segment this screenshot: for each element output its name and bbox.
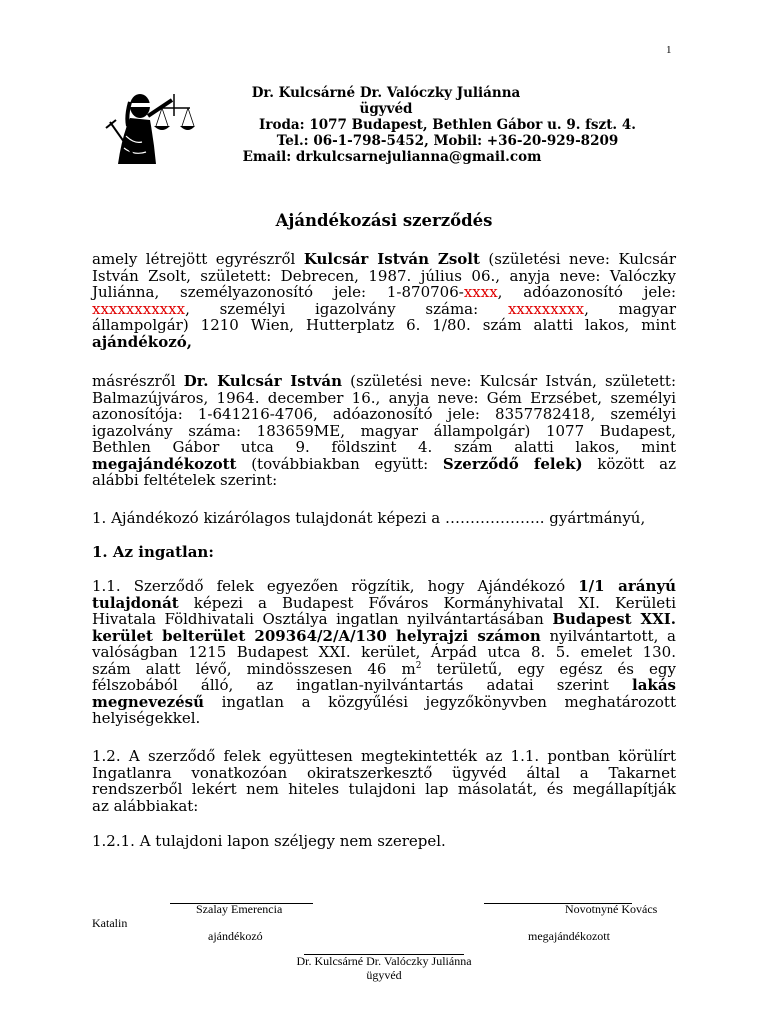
party2-paragraph <box>92 373 676 489</box>
p11-text: ingatlan a közgyűlési jegyzőkönyvben meghatározott <box>204 692 676 711</box>
p11-text: félszobából álló, az ingatlan-nyilvántartás adatai szerint <box>92 676 633 694</box>
p11-designation: megnevezésű <box>92 692 205 711</box>
party1-text: , személyi igazolvány száma: <box>185 299 508 318</box>
party1-text: (születési neve: Kulcsár <box>479 250 676 268</box>
p11-district: Budapest XXI. <box>552 610 676 628</box>
party1-line5: állampolgár) 1210 Wien, Hutterplatz 6. 1/80. szám alatti lakos, mint <box>92 316 676 334</box>
party2-text: között az <box>582 454 676 473</box>
p11-text: Hivatala Földhivatali Osztálya ingatlan nyilvántartásában <box>92 610 553 628</box>
lawyer-signature-name: Dr. Kulcsárné Dr. Valóczky Juliánna <box>296 954 472 968</box>
party1-id: Juliánna, személyazonosító jele: 1-870706- <box>92 283 464 301</box>
party2-line7: alábbi feltételek szerint: <box>92 471 278 489</box>
paragraph-1-2 <box>92 748 676 814</box>
party1-role: ajándékozó, <box>92 332 192 351</box>
p11-text: képezi a Budapest Főváros Kormányhivatal XI. Kerületi <box>178 593 676 612</box>
p11-line9: helyiségekkel. <box>92 709 201 727</box>
right-signatory-name-cont: Katalin <box>92 916 128 930</box>
p11-parcel-number: kerület belterület 209364/2/A/130 helyrajzi számon <box>92 626 541 645</box>
p11-superscript: 2 <box>415 660 422 671</box>
p11-share: 1/1 arányú <box>578 577 676 595</box>
party1-name: Kulcsár István Zsolt <box>303 250 480 268</box>
party1-intro: amely létrejött egyrészről <box>92 250 304 268</box>
right-signatory-name: Novotnyné Kovács <box>565 902 658 916</box>
party2-role: megajándékozott <box>92 454 237 473</box>
left-signatory-role: ajándékozó <box>208 929 263 943</box>
party1-paragraph <box>92 251 676 350</box>
party2-line4: igazolvány száma: 183659ME, magyar állampolgár) 1077 Budapest, <box>92 421 676 440</box>
email-address: Email: drkulcsarnejulianna@gmail.com <box>242 149 542 165</box>
phone-numbers: Tel.: 06-1-798-5452, Mobil: +36-20-929-8209 <box>276 133 619 149</box>
lawyer-name: Dr. Kulcsárné Dr. Valóczky Juliánna <box>251 85 521 101</box>
justitia-logo <box>104 86 196 166</box>
page-number: 1 <box>666 44 672 56</box>
lawyer-signature-role: ügyvéd <box>366 968 402 982</box>
party1-id-redacted: xxxx <box>463 283 498 301</box>
p11-text: szám alatt lévő, mindösszesen 46 m <box>92 659 416 678</box>
document-title: Ajándékozási szerződés <box>275 211 493 230</box>
p11-address: valóságban 1215 Budapest XXI. kerület, Árpád utca 8. 5. emelet 130. <box>92 643 676 661</box>
left-signatory-name: Szalay Emerencia <box>196 902 283 916</box>
party1-text: , magyar <box>584 299 676 318</box>
paragraph-1-1 <box>92 578 676 727</box>
office-address: Iroda: 1077 Budapest, Bethlen Gábor u. 9. fszt. 4. <box>259 117 636 133</box>
party1-tax-redacted: xxxxxxxxxxx <box>92 299 186 318</box>
party1-idcard-redacted: xxxxxxxxx <box>507 299 585 318</box>
lawyer-role: ügyvéd <box>359 101 413 117</box>
right-signatory-role: megajándékozott <box>528 929 610 943</box>
section-1-heading: 1. Az ingatlan: <box>92 543 214 561</box>
p11-text: területű, egy egész és egy <box>421 659 676 678</box>
party2-intro: másrészről <box>92 372 184 390</box>
party2-name: Dr. Kulcsár István <box>183 372 342 390</box>
p12-line2: Ingatlanra vonatkozóan okiratszerkesztő ügyvéd által a Takarnet <box>92 763 676 782</box>
contracting-parties: Szerződő felek) <box>442 454 583 473</box>
p11-ownership: tulajdonát <box>92 593 179 612</box>
p11-text: 1.1. Szerződő felek egyezően rögzítik, hogy Ajándékozó <box>92 577 579 595</box>
party1-text: , adóazonosító jele: <box>497 283 676 301</box>
party2-line5: Bethlen Gábor utca 9. földszint 4. szám alatti lakos, mint <box>92 438 676 456</box>
item-1: 1. Ajándékozó kizárólagos tulajdonát képezi a ……………….. gyártmányú, <box>92 509 646 527</box>
party1-line2: István Zsolt, született: Debrecen, 1987. július 06., anyja neve: Valóczky <box>92 266 676 285</box>
party2-text: (születési neve: Kulcsár István, született: <box>341 372 677 390</box>
p11-text: nyilvántartott, a <box>540 626 676 645</box>
party2-text: (továbbiakban együtt: <box>236 454 443 473</box>
paragraph-1-2-1: 1.2.1. A tulajdoni lapon széljegy nem szerepel. <box>92 832 446 850</box>
p12-line3: rendszerből lekért nem hiteles tulajdoni lap másolatát, és megállapítják <box>92 780 676 798</box>
p12-line1: 1.2. A szerződő felek együttesen megtekintették az 1.1. pontban körülírt <box>92 747 676 765</box>
party2-line2: Balmazújváros, 1964. december 16., anyja neve: Gém Erzsébet, személyi <box>92 388 676 407</box>
p12-line4: az alábbiakat: <box>92 796 199 815</box>
party2-line3: azonosítója: 1-641216-4706, adóazonosító jele: 8357782418, személyi <box>92 405 676 423</box>
p11-type: lakás <box>632 676 676 694</box>
